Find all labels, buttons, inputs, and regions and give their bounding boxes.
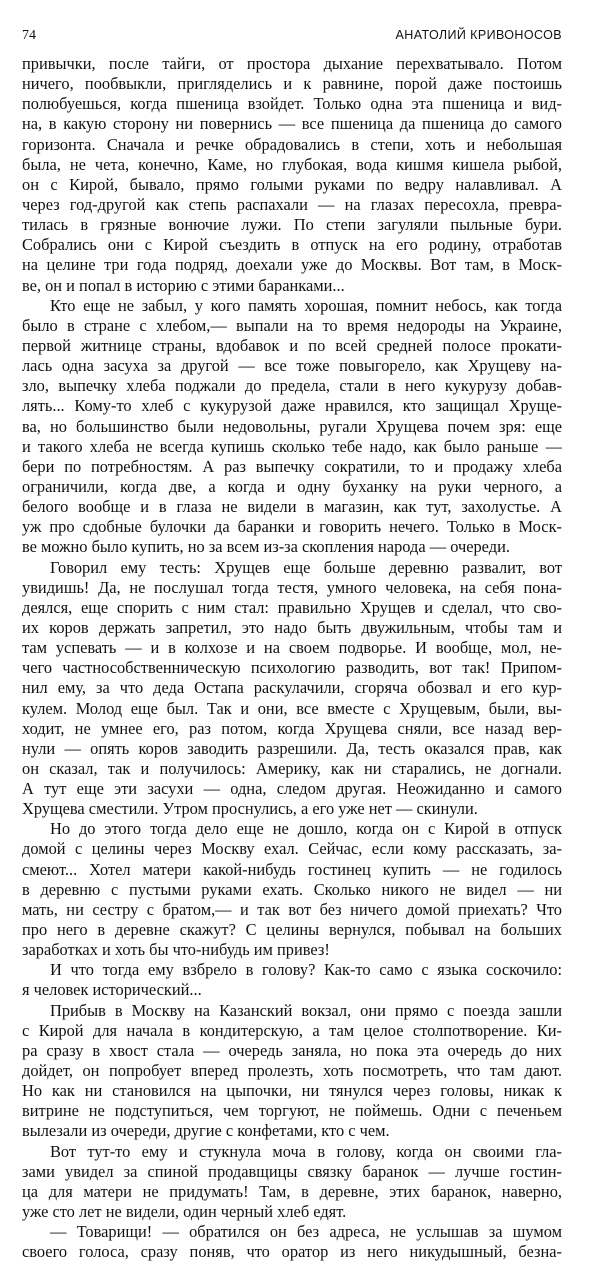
text-line: их коров держать запретил, это надо быть двужильным, чтобы там и: [22, 617, 562, 637]
text-line: деялся, еще спорить с ним стал: правильно Хрущев и сделал, что сво-: [22, 597, 562, 617]
text-line: А тут еще эти засухи — одна, следом другая. Неожиданно и самого: [22, 779, 562, 799]
text-line: Собрались они с Кирой съездить в отпуск на его родину, отработав: [22, 235, 562, 255]
text-line: ничего, пообвыкли, пригляделись и к равнине, порой даже постоишь: [22, 74, 562, 94]
text-line: увидишь! Да, не послушал тогда тестя, умного человека, на себя пона-: [22, 577, 562, 597]
text-line: чего частнособственническую психологию разводить, вот так! Припом-: [22, 658, 562, 678]
text-line: зло, выпечку хлеба поджали до предела, стали в него кукурузу добав-: [22, 376, 562, 396]
paragraph: [22, 1142, 562, 1223]
text-line: вылезали из очереди, другие с конфетами, кто с чем.: [22, 1121, 390, 1141]
text-line: нули — опять коров заводить разрешили. Да, тесть оказался прав, как: [22, 738, 562, 758]
text-line: полюбуешься, когда пшеница взойдет. Только одна эта пшеница и вид-: [22, 94, 562, 114]
text-line: ве можно было купить, но за всем из-за скопления народа — очереди.: [22, 537, 510, 557]
text-line: кулем. Молод еще был. Так и они, все вместе с Хрущевым, были, вы-: [22, 698, 562, 718]
text-line: первой житнице страны, вдобавок и по всей средней полосе прокати-: [22, 335, 562, 355]
text-line: дойдет, он попробует вперед пролезть, хоть посмотреть, что там дают.: [22, 1061, 562, 1081]
paragraph: [22, 960, 562, 1000]
text-line: своего голоса, сразу поняв, что оратор из него никудышный, безна-: [22, 1242, 562, 1262]
text-line: лять... Кому-то хлеб с кукурузой даже нравился, кто защищал Хруще-: [22, 396, 562, 416]
text-line: ва, но большинство были недовольны, ругали Хрущева почем зря: еще: [22, 416, 562, 436]
text-line: бери по потребностям. А раз выпечку сократили, то и продажу хлеба: [22, 456, 562, 476]
text-line: белого вообще и в глаза не видели в магазин, как тут, захолустье. А: [22, 497, 562, 517]
text-line: он с Кирой, бывало, прямо голыми руками по ведру налавливал. А: [22, 174, 562, 194]
text-line: Говорил ему тесть: Хрущев еще больше деревню развалит, вот: [50, 557, 562, 577]
text-line: И что тогда ему взбрело в голову? Как-то само с языка соскочило:: [50, 960, 562, 980]
text-line: Вот тут-то ему и стукнула моча в голову, когда он своими гла-: [50, 1141, 562, 1161]
body-text: [22, 54, 562, 1262]
text-line: зами увидел за спиной продавщицы связку баранок — лучше гостин-: [22, 1161, 562, 1181]
text-line: ра сразу в хвост стала — очередь заняла, но пока эта очередь до них: [22, 1040, 562, 1060]
text-line: с Кирой для начала в кондитерскую, а там целое столпотворение. Ки-: [22, 1020, 562, 1040]
text-line: там успевать — и в колхозе и на своем подворье. И вообще, мол, не-: [22, 638, 562, 658]
text-line: ве, он и попал в историю с этими баранками...: [22, 275, 345, 295]
text-line: тилась в грязные вонючие лужи. По степи загуляли пыльные бури.: [22, 215, 562, 235]
paragraph: [22, 558, 562, 820]
text-line: уж про сдобные булочки да баранки и говорить нечего. Только в Моск-: [22, 517, 562, 537]
text-line: я человек исторический...: [22, 980, 202, 1000]
text-line: на целине три года подряд, доехали уже до Москвы. Вот там, в Моск-: [22, 255, 562, 275]
text-line: Прибыв в Москву на Казанский вокзал, они прямо с поезда зашли: [50, 1000, 562, 1020]
text-line: на, в какую сторону ни повернись — все пшеница да пшеница до самого: [22, 114, 562, 134]
text-line: ца для матери не придумать! Там, в деревне, этих баранок, наверно,: [22, 1181, 562, 1201]
text-line: было в стране с хлебом,— выпали на то время недороды на Украине,: [22, 315, 562, 335]
running-head: АНАТОЛИЙ КРИВОНОСОВ: [395, 28, 562, 42]
text-line: и такого хлеба не всегда купишь сколько тебе надо, как было раньше —: [22, 436, 562, 456]
text-line: через год-другой как степь распахали — на глазах пересохла, превра-: [22, 194, 562, 214]
page-number: 74: [22, 28, 36, 43]
text-line: Кто еще не забыл, у кого память хорошая, помнит небось, как тогда: [50, 295, 562, 315]
text-line: мать, ни сестру с братом,— и так вот без ничего домой приехать? Что: [22, 899, 562, 919]
paragraph: [22, 1001, 562, 1142]
text-line: в деревню с пустыми руками ехать. Сколько никого не видел — ни: [22, 879, 562, 899]
paragraph: [22, 54, 562, 296]
text-line: Хрущева сместили. Утром проснулись, а его уже нет — скинули.: [22, 799, 478, 819]
text-line: горизонта. Сначала и речке обрадовались в степи, хоть и небольшая: [22, 134, 562, 154]
paragraph: [22, 819, 562, 960]
text-line: про него в деревне скажут? С целины вернулся, побывал на больших: [22, 920, 562, 940]
page-header: [22, 28, 562, 48]
text-line: смеют... Хотел матери какой-нибудь гостинец купить — не годилось: [22, 859, 562, 879]
text-line: ограничили, когда две, а когда и одну буханку на руки черного, а: [22, 476, 562, 496]
text-line: привычки, после тайги, от простора дыхание перехватывало. Потом: [22, 54, 562, 73]
text-line: ходит, не умнее его, раз потом, когда Хрущева сняли, все назад вер-: [22, 718, 562, 738]
text-line: домой с целины через Москву ехал. Сейчас, если кому рассказать, за-: [22, 839, 562, 859]
text-line: он сказал, так и получилось: Америку, как ни старались, не догнали.: [22, 758, 562, 778]
text-line: витрине не подступиться, чем торгуют, не поймешь. Одни с печеньем: [22, 1101, 562, 1121]
text-line: — Товарищи! — обратился он без адреса, не услышав за шумом: [50, 1222, 562, 1242]
paragraph: [22, 296, 562, 558]
text-line: была, не чета, конечно, Каме, но глубокая, вода кишмя кишела рыбой,: [22, 154, 562, 174]
text-line: нил ему, за что деда Остапа раскулачили, сгоряча обозвал и его кур-: [22, 678, 562, 698]
text-line: Но до этого тогда дело еще не дошло, когда он с Кирой в отпуск: [50, 819, 562, 839]
text-line: Но как ни становился на цыпочки, ни тянулся через головы, никак к: [22, 1081, 562, 1101]
text-line: уже сто лет не видели, один черный хлеб едят.: [22, 1202, 347, 1222]
text-line: лась одна засуха за другой — все тоже повыгорело, как Хрущеву на-: [22, 356, 562, 376]
text-line: заработках и хоть бы что-нибудь им привез!: [22, 940, 330, 960]
paragraph: [22, 1222, 562, 1262]
